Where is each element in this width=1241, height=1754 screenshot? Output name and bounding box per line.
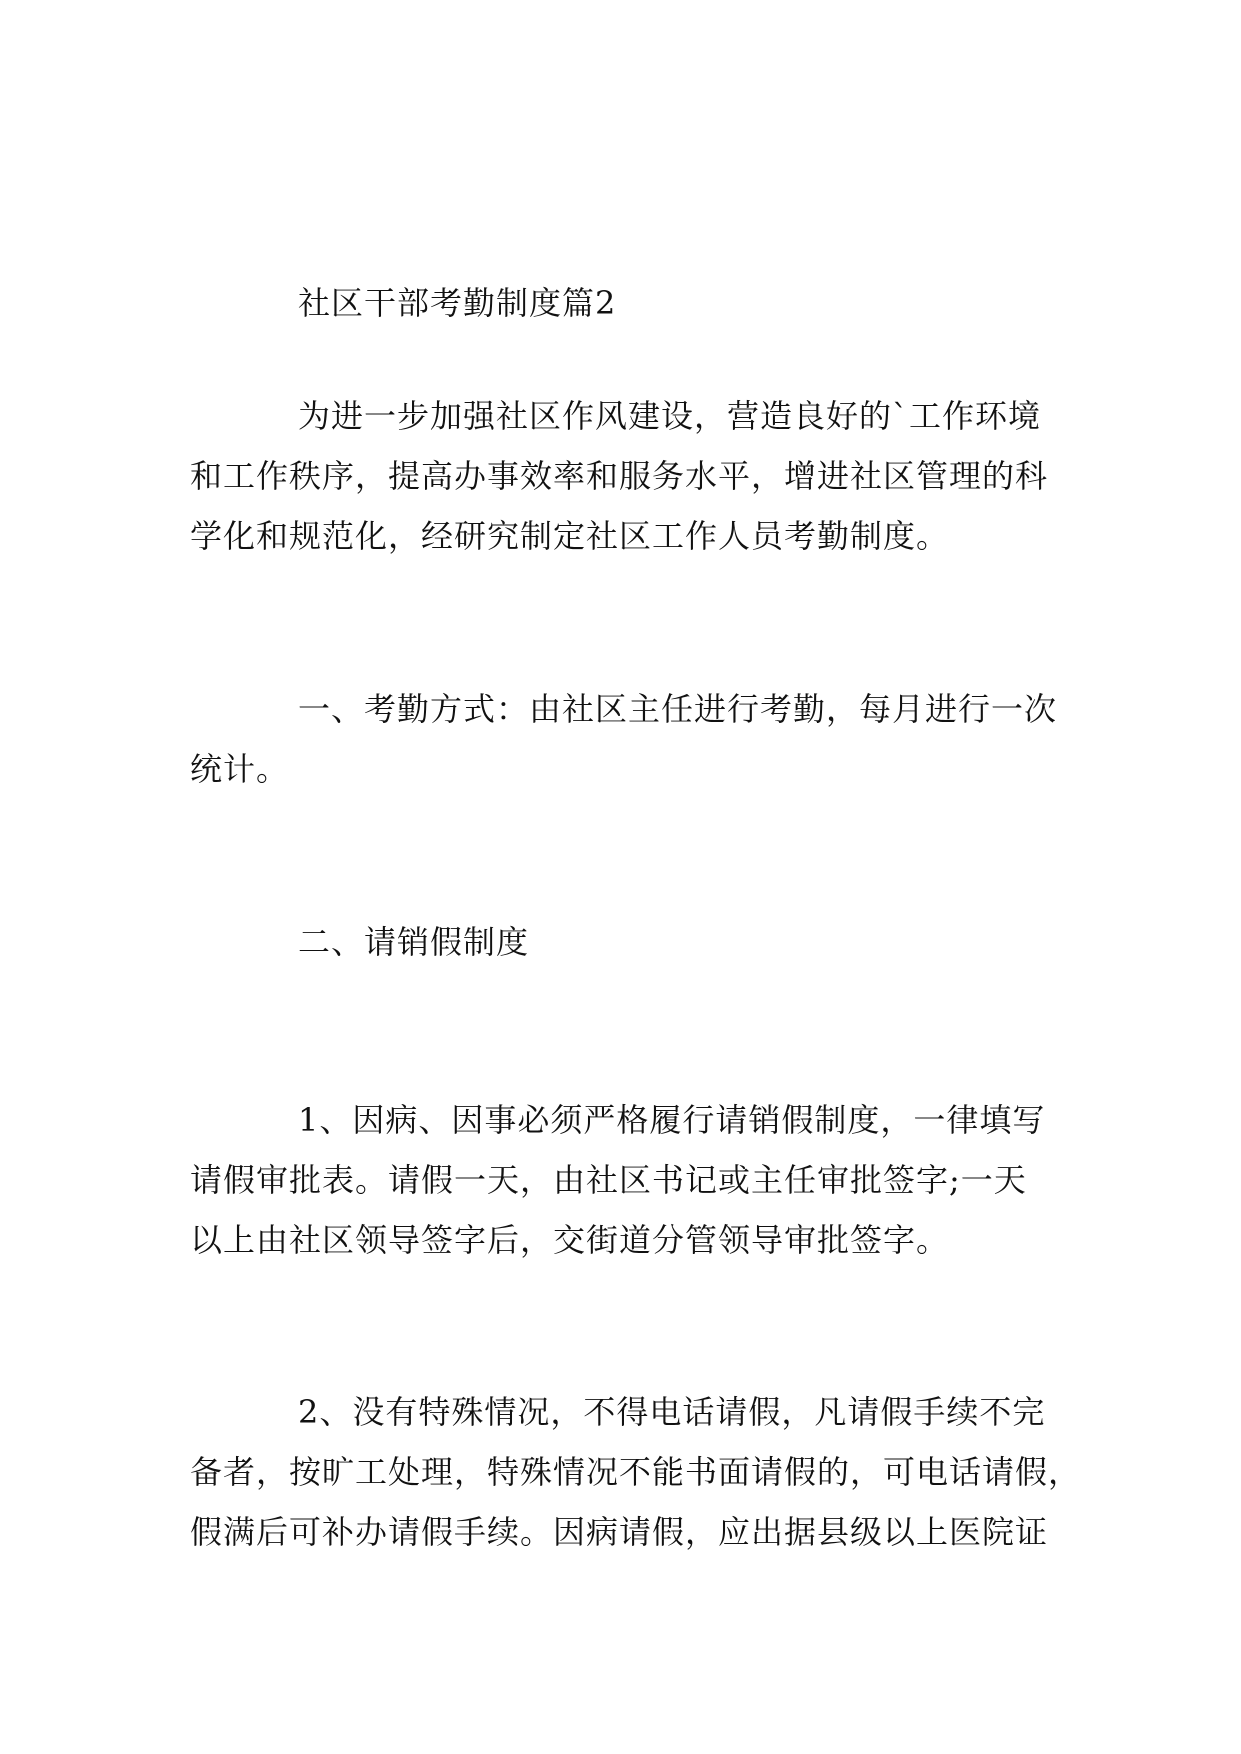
paragraph-line: 2、没有特殊情况，不得电话请假，凡请假手续不完	[298, 1393, 1046, 1431]
paragraph-line: 学化和规范化，经研究制定社区工作人员考勤制度。	[190, 517, 950, 555]
section-leave-system-title	[190, 912, 1050, 972]
paragraph-line: 以上由社区领导签字后，交街道分管领导审批签字。	[190, 1221, 950, 1259]
document-heading	[190, 273, 1050, 333]
section-attendance-method	[190, 679, 1058, 799]
leave-rule-item-2	[190, 1382, 1082, 1562]
paragraph-line: 1、因病、因事必须严格履行请销假制度，一律填写	[298, 1101, 1046, 1139]
paragraph-line: 假满后可补办请假手续。因病请假，应出据县级以上医院证	[190, 1513, 1049, 1551]
paragraph-line: 请假审批表。请假一天，由社区书记或主任审批签字;一天	[190, 1161, 1027, 1199]
section-title: 二、请销假制度	[298, 923, 530, 961]
paragraph-line: 统计。	[190, 750, 290, 788]
paragraph-line: 和工作秩序，提高办事效率和服务水平，增进社区管理的科	[190, 457, 1049, 495]
intro-paragraph	[190, 386, 1050, 566]
paragraph-line: 备者，按旷工处理，特殊情况不能书面请假的，可电话请假，	[190, 1453, 1082, 1491]
heading-text: 社区干部考勤制度篇2	[298, 284, 617, 322]
paragraph-line: 为进一步加强社区作风建设，营造良好的`工作环境	[298, 397, 1042, 435]
paragraph-line: 一、考勤方式：由社区主任进行考勤，每月进行一次	[298, 690, 1058, 728]
leave-rule-item-1	[190, 1090, 1050, 1270]
